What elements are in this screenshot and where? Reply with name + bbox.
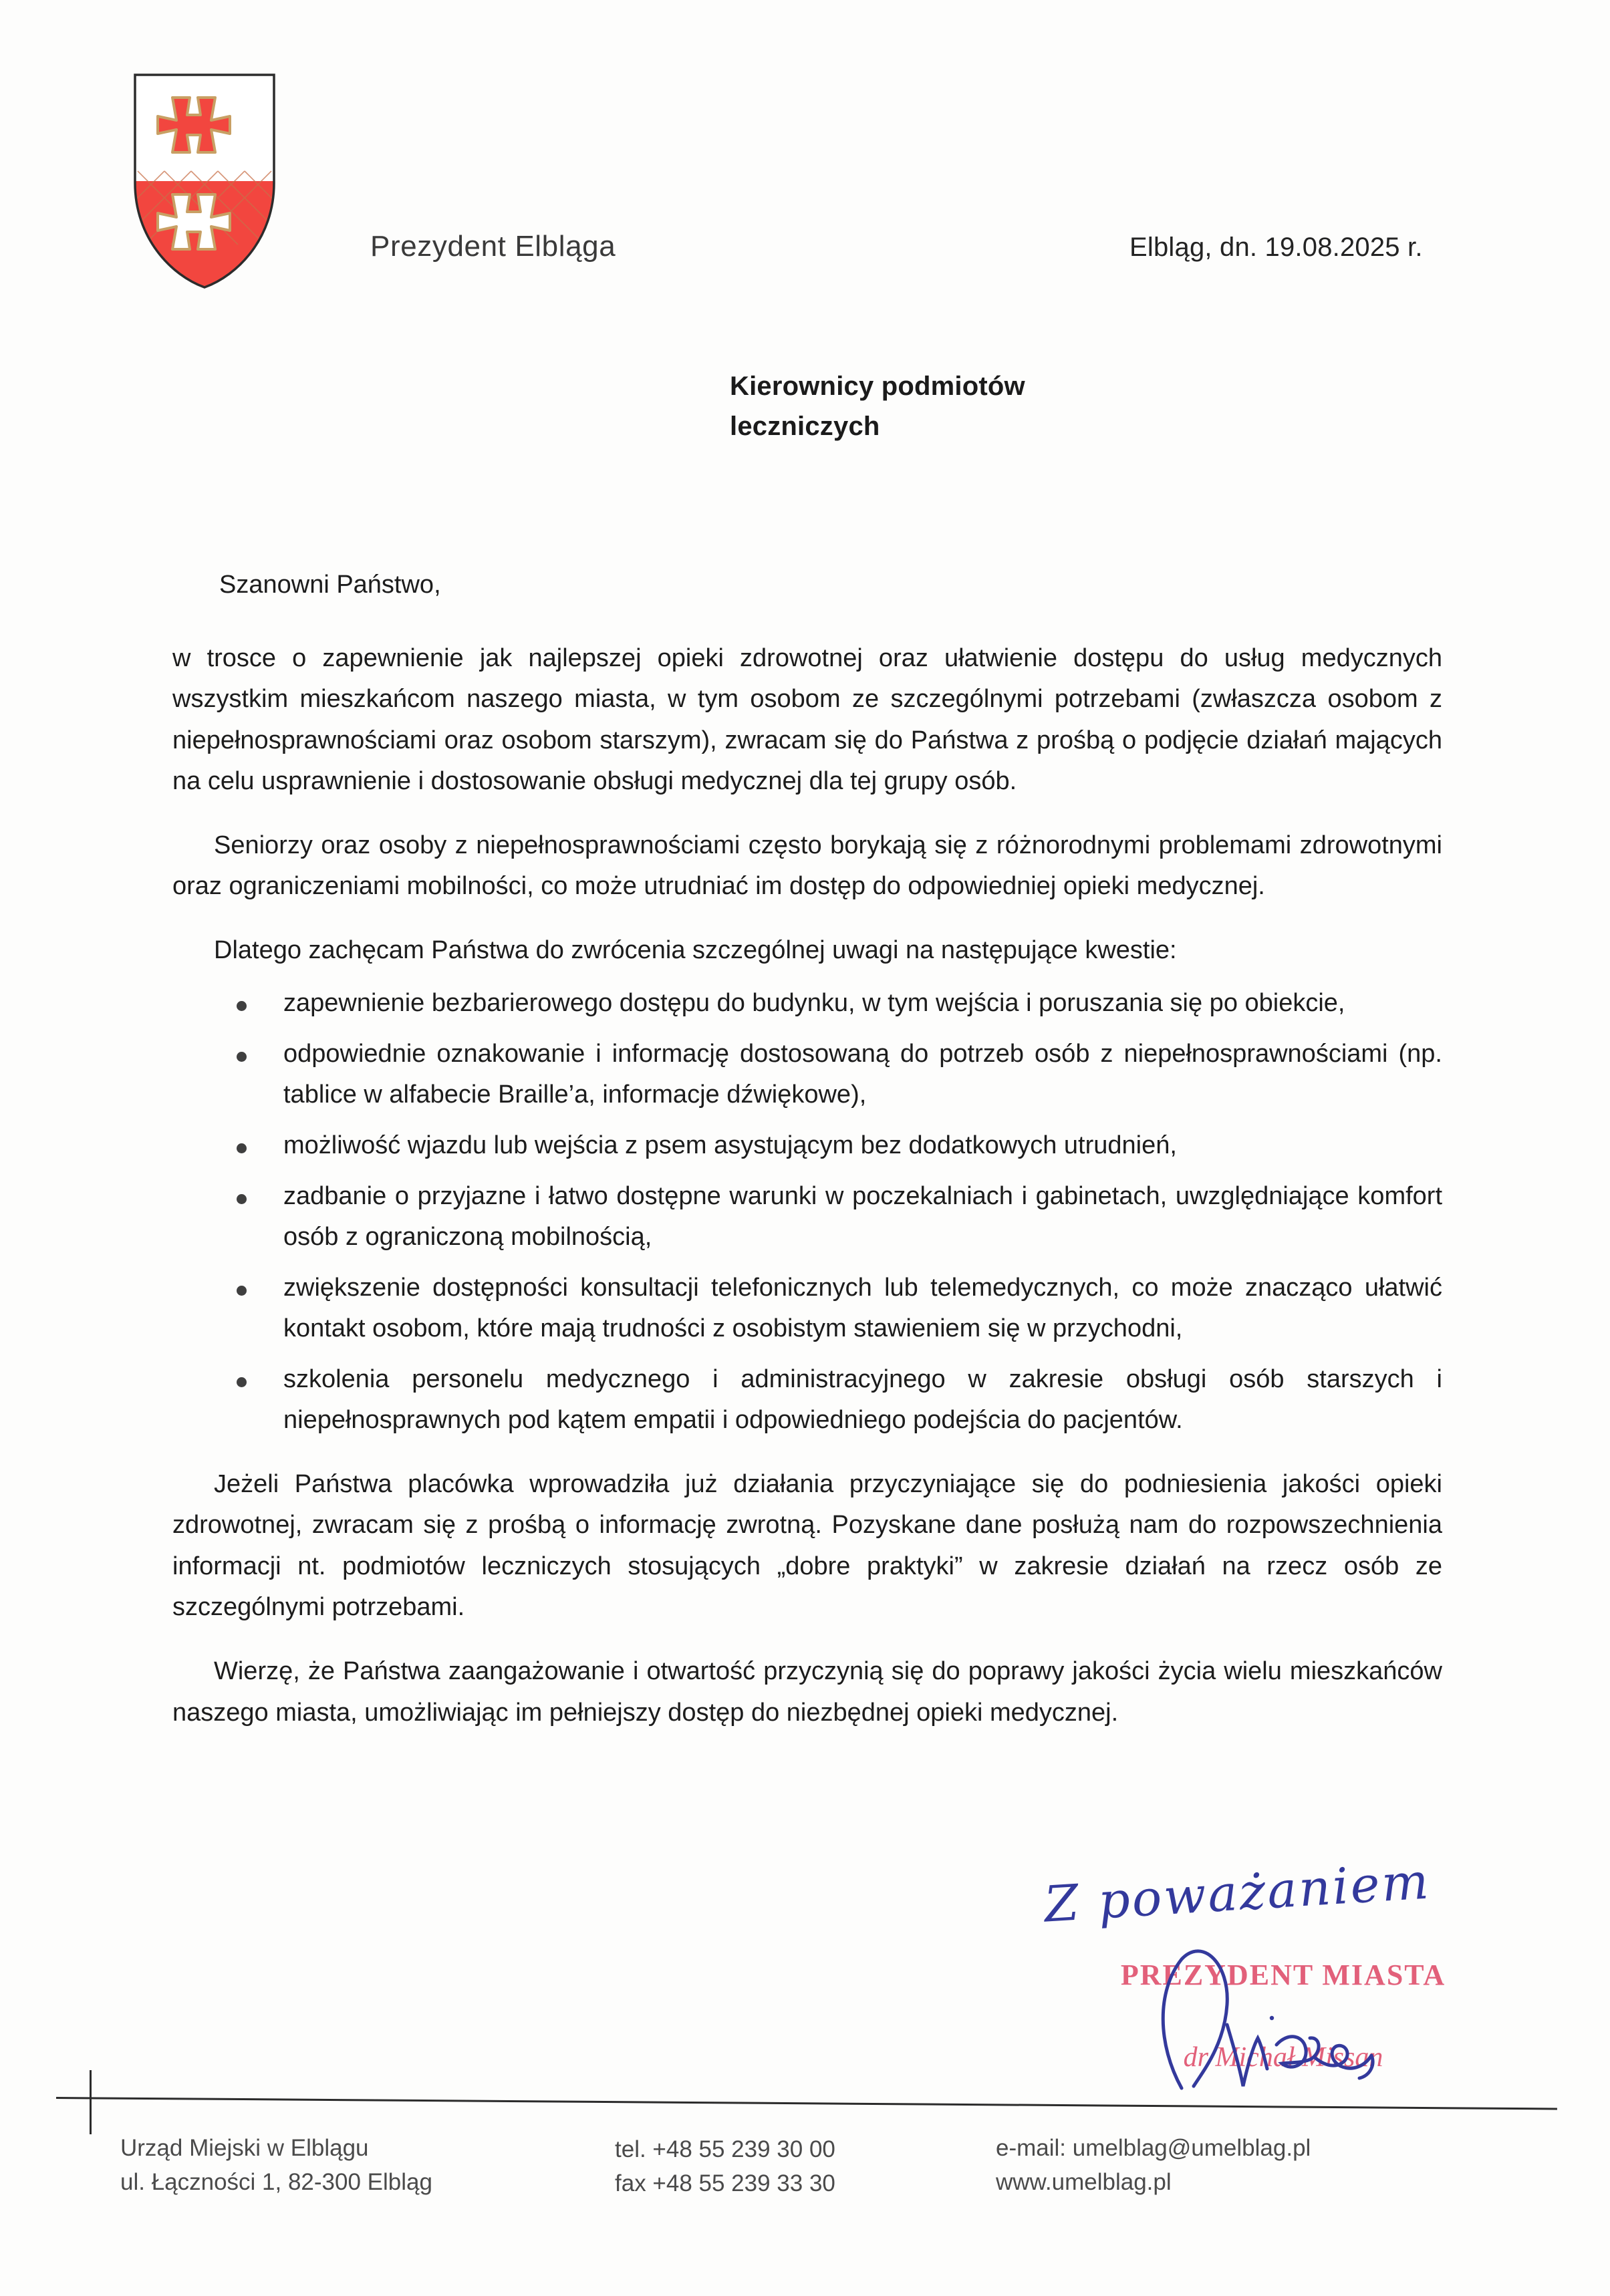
coat-of-arms-icon (131, 71, 278, 291)
list-intro: Dlatego zachęcam Państwa do zwrócenia szczególnej uwagi na następujące kwestie: (214, 936, 1177, 964)
paragraph-intro: w trosce o zapewnienie jak najlepszej opieki zdrowotnej oraz ułatwienie dostępu do usług medycznych wszystkim mieszkańcom naszego miasta, w tym osobom ze szczególnymi potrzebami (zwłaszcza osobom z niepełnosprawnościami oraz osobom starszym), zwracam się do Państwa z prośbą o podjęcie działań mających na celu usprawnienie i dostosowanie obsługi medycznej dla tej grupy osób. (172, 643, 1442, 796)
list-item: zwiększenie dostępności konsultacji telefonicznych lub telemedycznych, co może znacząco ułatwić kontakt osobom, które mają trudności z osobistym stawieniem się w przychodni, (172, 1268, 1442, 1350)
official-stamp (1096, 1958, 1470, 2073)
footer-web-block (996, 2132, 1311, 2200)
stamp-name: dr Michał Missan (1183, 2042, 1383, 2073)
recipient-line-2: leczniczych (730, 412, 880, 441)
paragraph-feedback: Jeżeli Państwa placówka wprowadziła już działania przyczyniające się do podniesienia jakości opieki zdrowotnej, zwracam się z prośbą o informację zwrotną. Pozyskane dane posłużą nam do rozpowszechnienia informacji nt. podmiotów leczniczych stosujących „dobre praktyki” w zakresie działań na rzecz osób ze szczególnymi potrzebami. (172, 1469, 1442, 1622)
footer-fax: fax +48 55 239 33 30 (615, 2170, 835, 2196)
footer-address-line-2: ul. Łączności 1, 82-300 Elbląg (120, 2168, 432, 2195)
paragraph-seniors: Seniorzy oraz osoby z niepełnosprawnościami często borykają się z różnorodnymi problemami zdrowotnymi oraz ograniczeniami mobilności, co może utrudniać im dostęp do odpowiedniej opieki medycznej. (172, 831, 1442, 901)
footer-website: www.umelblag.pl (996, 2168, 1172, 2195)
footer-address (120, 2132, 432, 2200)
recipient-line-1: Kierownicy podmiotów (730, 372, 1025, 401)
handwritten-closing: Z poważaniem (1042, 1852, 1432, 1934)
salutation: Szanowni Państwo, (219, 571, 441, 599)
footer-address-line-1: Urząd Miejski w Elblągu (120, 2135, 369, 2161)
footer-phone-block (615, 2133, 835, 2201)
list-item: szkolenia personelu medycznego i administracyjnego w zakresie obsługi osób starszych i niepełnosprawnych pod kątem empatii i odpowiedniego podejścia do pacjentów. (172, 1359, 1442, 1441)
footer-phone: tel. +48 55 239 30 00 (615, 2136, 835, 2162)
list-item: odpowiednie oznakowanie i informację dostosowaną do potrzeb osób z niepełnosprawnościami (np. tablice w alfabecie Braille’a, informacje dźwiękowe), (172, 1034, 1442, 1116)
issues-list (172, 983, 1442, 1441)
footer-divider (56, 2097, 1557, 2110)
stamp-title: PREZYDENT MIASTA (1120, 1959, 1446, 1991)
paragraph-closing: Wierzę, że Państwa zaangażowanie i otwartość przyczynią się do poprawy jakości życia wielu mieszkańców naszego miasta, umożliwiając im pełniejszy dostęp do niezbędnej opieki medycznej. (172, 1657, 1442, 1727)
letterhead (0, 64, 1610, 305)
footer-tick-mark (90, 2070, 92, 2134)
office-title: Prezydent Elbląga (370, 230, 616, 263)
list-item: możliwość wjazdu lub wejścia z psem asystującym bez dodatkowych utrudnień, (172, 1125, 1442, 1167)
recipient-block (730, 366, 1025, 446)
footer-email: e-mail: umelblag@umelblag.pl (996, 2135, 1311, 2161)
list-item: zadbanie o przyjazne i łatwo dostępne warunki w poczekalniach i gabinetach, uwzględniające komfort osób z ograniczoną mobilnością, (172, 1176, 1442, 1258)
letter-body (172, 565, 1442, 1756)
signature-block (1029, 1852, 1577, 2098)
list-item: zapewnienie bezbarierowego dostępu do budynku, w tym wejścia i poruszania się po obiekcie, (172, 983, 1442, 1024)
document-date: Elbląg, dn. 19.08.2025 r. (1129, 233, 1423, 262)
